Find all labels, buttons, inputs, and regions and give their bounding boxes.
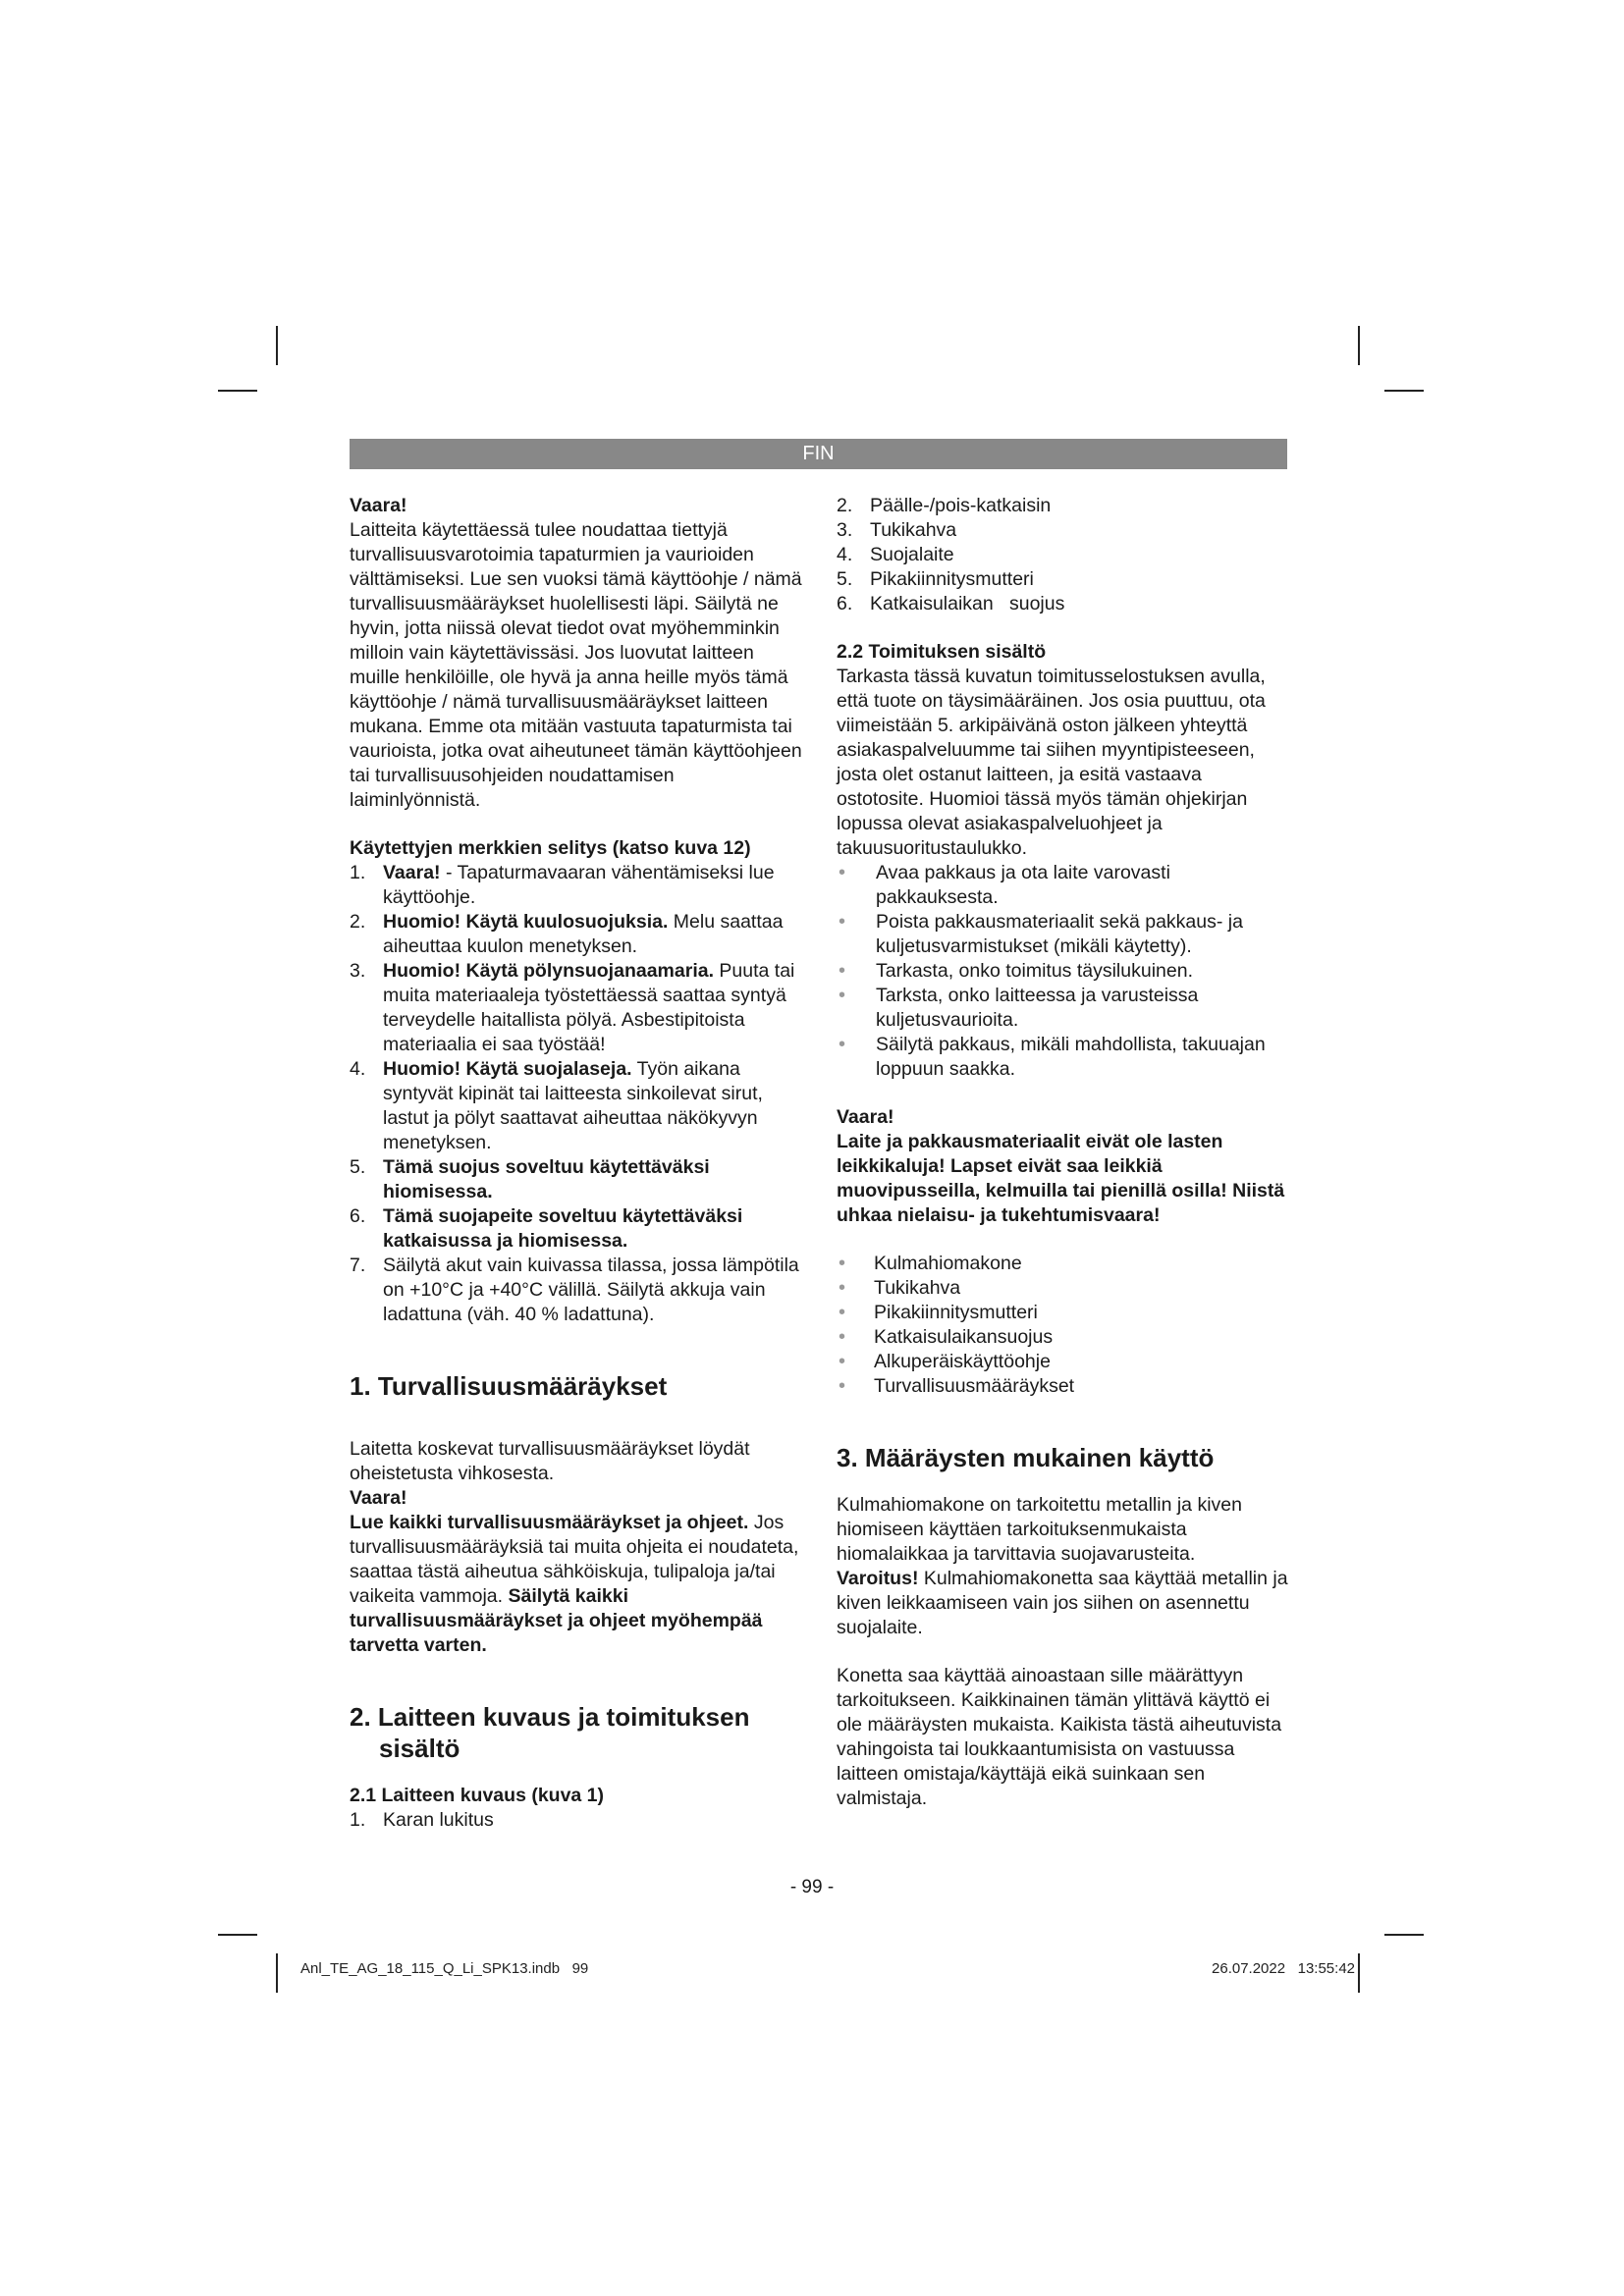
section-1-intro: Laitetta koskevat turvallisuusmääräykset löydät oheistetusta vihkosesta. — [350, 1438, 750, 1484]
crop-mark — [218, 390, 257, 392]
list-item: 7. Säilytä akut vain kuivassa tilassa, jossa lämpötila on +10°C ja +40°C välillä. Säilytä akkuja vain ladattuna (väh. 40 % ladattuna). — [350, 1255, 799, 1325]
list-item: 3. Huomio! Käytä pölynsuojanaamaria. Puuta tai muita materiaaleja työstettäessä saattaa syntyä terveydelle haitallista pölyä. Asbestipitoista materiaalia ei saa työstää! — [350, 960, 795, 1055]
list-item: 4. Suojalaite — [837, 544, 954, 565]
list-item: • Pikakiinnitysmutteri — [837, 1301, 1290, 1325]
list-item: • Kulmahiomakone — [837, 1252, 1290, 1276]
crop-mark — [1384, 390, 1424, 392]
crop-mark — [276, 1953, 278, 1993]
section-2-title: 2. Laitteen kuvaus ja toimituksen sisältö — [350, 1702, 750, 1763]
list-item: 5. Tämä suojus soveltuu käytettäväksi hiomisessa. — [350, 1156, 710, 1202]
delivery-contents-list — [837, 1252, 1290, 1399]
parts-list-continued — [837, 494, 1290, 616]
section-3-title: 3. Määräysten mukainen käyttö — [837, 1443, 1215, 1472]
section-3-warning: Varoitus! Kulmahiomakonetta saa käyttää metallin ja kiven leikkaamiseen vain jos siihen on asennettu suojalaite. — [837, 1568, 1288, 1638]
crop-mark — [276, 326, 278, 365]
footer-date: 26.07.2022 — [1212, 1960, 1286, 1977]
crop-mark — [1358, 326, 1360, 365]
list-item: • Tarksta, onko laitteessa ja varusteissa kuljetusvaurioita. — [837, 984, 1290, 1033]
section-3-paragraph-2: Konetta saa käyttää ainoastaan sille määrättyyn tarkoitukseen. Kaikkinainen tämän ylittävä käyttö ei ole määräysten mukaista. Kaikista tästä aiheutuvista vahingoista tai loukkaantumisista on vastuussa laitteen omistaja/käyttäjä eikä suinkaan sen valmistaja. — [837, 1665, 1282, 1809]
footer-timestamp — [1212, 1960, 1355, 1977]
section-1-warning-title: Vaara! — [350, 1487, 407, 1509]
list-item: 5. Pikakiinnitysmutteri — [837, 568, 1034, 590]
list-item: 1. Vaara! - Tapaturmavaaran vähentämiseksi lue käyttöohje. — [350, 862, 775, 908]
section-1-title: 1. Turvallisuusmääräykset — [350, 1371, 668, 1401]
section-2-2-text: Tarkasta tässä kuvatun toimitusselostuksen avulla, että tuote on täysimääräinen. Jos osia puuttuu, ota viimeistään 5. arkipäivänä oston jälkeen yhteyttä asiakaspalveluumme tai siihen myyntipisteeseen, josta olet ostanut laitteen, ja esitä vastaava ostotosite. Huomioi tässä myös tämän ohjekirjan lopussa olevat asiakaspalveluohjeet ja takuusuoritustaulukko. — [837, 666, 1266, 859]
unpacking-checklist — [837, 861, 1290, 1082]
crop-mark — [1358, 1953, 1360, 1993]
symbols-title: Käytettyjen merkkien selitys (katso kuva 12) — [350, 837, 751, 859]
crop-mark — [218, 1934, 257, 1936]
children-warning-text: Laite ja pakkausmateriaalit eivät ole lasten leikkikaluja! Lapset eivät saa leikkiä muovipusseilla, kelmuilla tai pienillä osilla! Niistä uhkaa nielaisu- ja tukehtumisvaara! — [837, 1131, 1285, 1226]
list-item: • Tukikahva — [837, 1276, 1290, 1301]
list-item: 1. Karan lukitus — [350, 1809, 494, 1831]
section-1-text: Lue kaikki turvallisuusmääräykset ja ohjeet. Jos turvallisuusmääräyksiä tai muita ohjeita ei noudateta, saattaa tästä aiheutua sähköiskuja, tulipaloja ja/tai vaikeita vammoja. Säilytä kaikki turvallisuusmääräykset ja ohjeet myöhempää tarvetta varten. — [350, 1512, 799, 1656]
page-number: - 99 - — [789, 1877, 835, 1897]
warning-title: Vaara! — [350, 495, 407, 516]
right-column — [837, 494, 1290, 1811]
list-item: • Avaa pakkaus ja ota laite varovasti pakkauksesta. — [837, 861, 1290, 910]
list-item: • Turvallisuusmääräykset — [837, 1374, 1290, 1399]
footer-time: 13:55:42 — [1297, 1960, 1355, 1977]
list-item: 2. Huomio! Käytä kuulosuojuksia. Melu saattaa aiheuttaa kuulon menetyksen. — [350, 911, 784, 957]
list-item: 6. Katkaisulaikan suojus — [837, 593, 1065, 614]
list-item: 2. Päälle-/pois-katkaisin — [837, 495, 1052, 516]
list-item: • Katkaisulaikansuojus — [837, 1325, 1290, 1350]
list-item: • Alkuperäiskäyttöohje — [837, 1350, 1290, 1374]
list-item: • Säilytä pakkaus, mikäli mahdollista, takuuajan loppuun saakka. — [837, 1033, 1290, 1082]
list-item: 6. Tämä suojapeite soveltuu käytettäväksi katkaisussa ja hiomisessa. — [350, 1205, 743, 1252]
left-column — [350, 494, 803, 1833]
list-item: • Tarkasta, onko toimitus täysilukuinen. — [837, 959, 1290, 984]
language-header: FIN — [350, 439, 1287, 469]
section-2-2-title: 2.2 Toimituksen sisältö — [837, 641, 1047, 663]
crop-mark — [1384, 1934, 1424, 1936]
list-item: 3. Tukikahva — [837, 519, 957, 541]
parts-list — [350, 1808, 803, 1833]
symbols-list — [350, 861, 803, 1327]
footer-filename: Anl_TE_AG_18_115_Q_Li_SPK13.indb 99 — [300, 1960, 589, 1977]
list-item: • Poista pakkausmateriaalit sekä pakkaus- ja kuljetusvarmistukset (mikäli käytetty). — [837, 910, 1290, 959]
section-3-paragraph-1: Kulmahiomakone on tarkoitettu metallin ja kiven hiomiseen käyttäen tarkoituksenmukaista hiomalaikkaa ja tarvittavia suojavarusteita. — [837, 1494, 1242, 1565]
children-warning-title: Vaara! — [837, 1106, 894, 1128]
warning-text: Laitteita käytettäessä tulee noudattaa tiettyjä turvallisuusvarotoimia tapaturmien ja vaurioiden välttämiseksi. Lue sen vuoksi tämä käyttöohje / nämä turvallisuusmääräykset huolellisesti läpi. Säilytä ne hyvin, jotta niissä olevat tiedot ovat myöhemminkin milloin vain käytettävissäsi. Jos luovutat laitteen muille henkilöille, ole hyvä ja anna heille myös tämä käyttöohje / nämä turvallisuusmääräykset laitteen mukana. Emme ota mitään vastuuta tapaturmista tai vaurioista, jotka ovat aiheutuneet tämän käyttöohjeen tai turvallisuusohjeiden noudattamisen laiminlyönnistä. — [350, 519, 802, 811]
list-item: 4. Huomio! Käytä suojalaseja. Työn aikana syntyvät kipinät tai laitteesta sinkoilevat sirut, lastut ja pölyt saattavat aiheuttaa näkökyvyn menetyksen. — [350, 1058, 763, 1153]
section-2-1-title: 2.1 Laitteen kuvaus (kuva 1) — [350, 1785, 605, 1806]
